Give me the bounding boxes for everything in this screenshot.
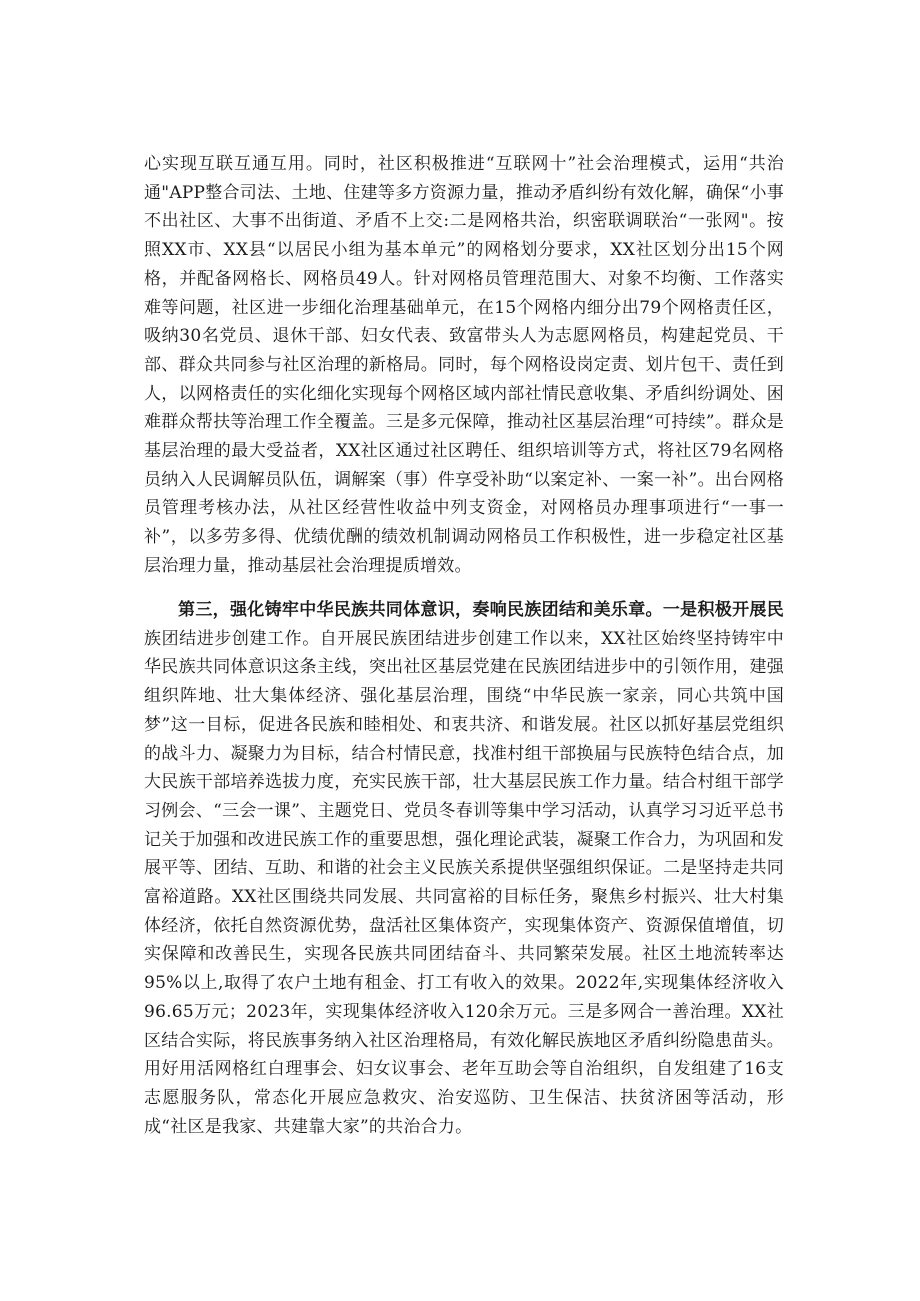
paragraph-text: 心实现互联互通互用。同时，社区积极推进“互联网十”社会治理模式，运用“共治通"APP整合司法、土地、住建等多方资源力量，推动矛盾纠纷有效化解，确保“小事不出社区、大事不出街道、矛盾不上交:二是网格共治，织密联调联治“一张网"。按照XX市、XX县“以居民小组为基本单元”的网格划分要求，XX社区划分出15个网格，并配备网格长、网格员49人。针对网格员管理范围大、对象不均衡、工作落实难等问题，社区进一步细化治理基础单元，在15个网格内细分出79个网格责任区，吸纳30名党员、退休干部、妇女代表、致富带头人为志愿网格员，构建起党员、干部、群众共同参与社区治理的新格局。同时，每个网格设岗定责、划片包干、责任到人，以网格责任的实化细化实现每个网格区域内部社情民意收集、矛盾纠纷调处、困难群众帮扶等治理工作全覆盖。三是多元保障，推动社区基层治理“可持续”。群众是基层治理的最大受益者，XX社区通过社区聘任、组织培训等方式，将社区79名网格员纳入人民调解员队伍，调解案（事）件享受补助“以案定补、一案一补”。出台网格员管理考核办法，从社区经营性收益中列支资金，对网格员办理事项进行“一事一补”，以多劳多得、优绩优酬的绩效机制调动网格员工作积极性，进一步稳定社区基层治理力量，推动基层社会治理提质增效。	[144, 154, 784, 576]
paragraph-body: 族团结进步创建工作。自开展民族团结进步创建工作以来，XX社区始终坚持铸牢中华民族共同体意识这条主线，突出社区基层党建在民族团结进步中的引领作用，建强组织阵地、壮大集体经济、强化基层治理，围绕“中华民族一家亲，同心共筑中国梦”这一目标，促进各民族和睦相处、和衷共济、和谐发展。社区以抓好基层党组织的战斗力、凝聚力为目标，结合村情民意，找准村组干部换届与民族特色结合点，加大民族干部培养选拔力度，充实民族干部，壮大基层民族工作力量。结合村组干部学习例会、“三会一课”、主题党日、党员冬春训等集中学习活动，认真学习习近平总书记关于加强和改进民族工作的重要思想，强化理论武装，凝聚工作合力，为巩固和发展平等、团结、互助、和谐的社会主义民族关系提供坚强组织保证。二是坚持走共同富裕道路。XX社区围绕共同发展、共同富裕的目标任务，聚焦乡村振兴、壮大村集体经济，依托自然资源优势，盘活社区集体资产，实现集体资产、资源保值增值，切实保障和改善民生，实现各民族共同团结奋斗、共同繁荣发展。社区土地流转率达95%以上,取得了农户土地有租金、打工有收入的效果。2022年,实现集体经济收入96.65万元；2023年，实现集体经济收入120余万元。三是多网合一善治理。XX社区结合实际，将民族事务纳入社区治理格局，有效化解民族地区矛盾纠纷隐患苗头。用好用活网格红白理事会、妇女议事会、老年互助会等自治组织，自发组建了16支志愿服务队，常态化开展应急救灾、治安巡防、卫生保洁、扶贫济困等活动，形成“社区是我家、共建靠大家”的共治合力。	[144, 628, 784, 1137]
paragraph-text	[144, 596, 784, 1141]
paragraph-ethnic-unity	[144, 596, 784, 1141]
paragraph-grid-governance	[144, 150, 784, 581]
paragraph-heading: 第三，强化铸牢中华民族共同体意识，奏响民族团结和美乐章。一是积极开展民	[178, 600, 784, 620]
